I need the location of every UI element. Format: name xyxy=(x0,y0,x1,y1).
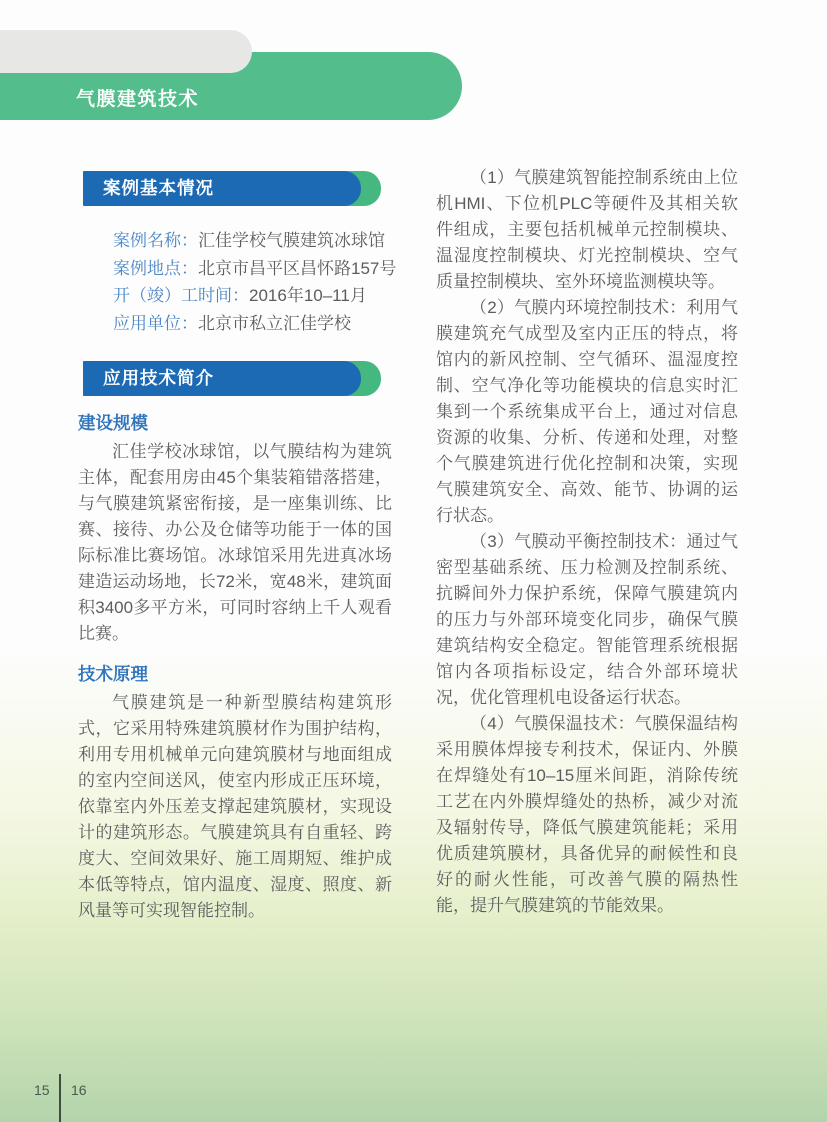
case-info-fields xyxy=(78,227,397,337)
case-date-row xyxy=(113,282,392,310)
tech-paragraph-2: （2）气膜内环境控制技术：利用气膜建筑充气成型及室内正压的特点，将馆内的新风控制、空气循环、温湿度控制、空气净化等功能模块的信息实时汇集到一个系统集成平台上，通过对信息资源的收集、分析、传递和处理，对整个气膜建筑进行优化控制和决策，实现气膜建筑安全、高效、能节、协调的运行状态。 xyxy=(436,298,738,525)
case-unit-value: 北京市私立汇佳学校 xyxy=(198,313,351,333)
case-location-value: 北京市昌平区昌怀路157号 xyxy=(198,258,397,278)
case-name-row xyxy=(113,227,392,255)
tech-intro-banner-label: 应用技术简介 xyxy=(83,361,361,396)
construction-scale-paragraph: 汇佳学校冰球馆，以气膜结构为建筑主体，配套用房由45个集装箱错落搭建，与气膜建筑紧密衔接，是一座集训练、比赛、接待、办公及仓储等功能于一体的国际标准比赛场馆。冰球馆采用先进真冰场建造运动场地，长72米，宽48米，建筑面积3400多平方米，可同时容纳上千人观看比赛。 xyxy=(78,442,392,643)
case-unit-row xyxy=(113,310,392,338)
page-title: 气膜建筑技术 xyxy=(76,89,200,110)
tech-paragraph-3: （3）气膜动平衡控制技术：通过气密型基础系统、压力检测及控制系统、抗瞬间外力保护系统，保障气膜建筑内的压力与外部环境变化同步，确保气膜建筑结构安全稳定。智能管理系统根据馆内各项指标设定，结合外部环境状况，优化管理机电设备运行状态。 xyxy=(436,532,738,707)
case-date-value: 2016年10–11月 xyxy=(249,286,367,305)
case-info-banner-label: 案例基本情况 xyxy=(83,171,361,206)
technical-principle-paragraph: 气膜建筑是一种新型膜结构建筑形式，它采用特殊建筑膜材作为围护结构，利用专用机械单元向建筑膜材与地面组成的室内空间送风，使室内形成正压环境，依靠室内外压差支撑起建筑膜材，实现设计的建筑形态。气膜建筑具有自重轻、跨度大、空间效果好、施工周期短、维护成本低等特点，馆内温度、湿度、照度、新风量等可实现智能控制。 xyxy=(78,693,392,920)
technical-principle-heading: 技术原理 xyxy=(78,664,148,684)
case-location-row xyxy=(113,255,397,283)
case-date-label: 开（竣）工时间： xyxy=(113,286,249,305)
construction-scale-heading: 建设规模 xyxy=(78,413,148,433)
page-number-left: 15 xyxy=(34,1082,50,1098)
case-location-label: 案例地点： xyxy=(113,258,198,278)
tech-intro-banner xyxy=(83,361,392,396)
content-area xyxy=(78,165,738,924)
tech-paragraph-1: （1）气膜建筑智能控制系统由上位机HMI、下位机PLC等硬件及其相关软件组成，主要包括机械单元控制模块、温湿度控制模块、灯光控制模块、空气质量控制模块、室外环境监测模块等。 xyxy=(436,168,738,291)
header-gray-pill xyxy=(0,30,252,73)
right-column xyxy=(436,165,738,924)
left-column xyxy=(78,165,397,924)
case-info-banner xyxy=(83,171,392,206)
page-number-right: 16 xyxy=(71,1082,87,1098)
footer-divider xyxy=(59,1074,61,1122)
case-unit-label: 应用单位： xyxy=(113,313,198,333)
case-name-label: 案例名称： xyxy=(113,231,198,250)
case-name-value: 汇佳学校气膜建筑冰球馆 xyxy=(198,231,385,250)
tech-paragraph-4: （4）气膜保温技术：气膜保温结构采用膜体焊接专利技术，保证内、外膜在焊缝处有10–15厘米间距，消除传统工艺在内外膜焊缝处的热桥，减少对流及辐射传导，降低气膜建筑能耗；采用优质建筑膜材，具备优异的耐候性和良好的耐火性能，可改善气膜的隔热性能，提升气膜建筑的节能效果。 xyxy=(436,714,738,915)
